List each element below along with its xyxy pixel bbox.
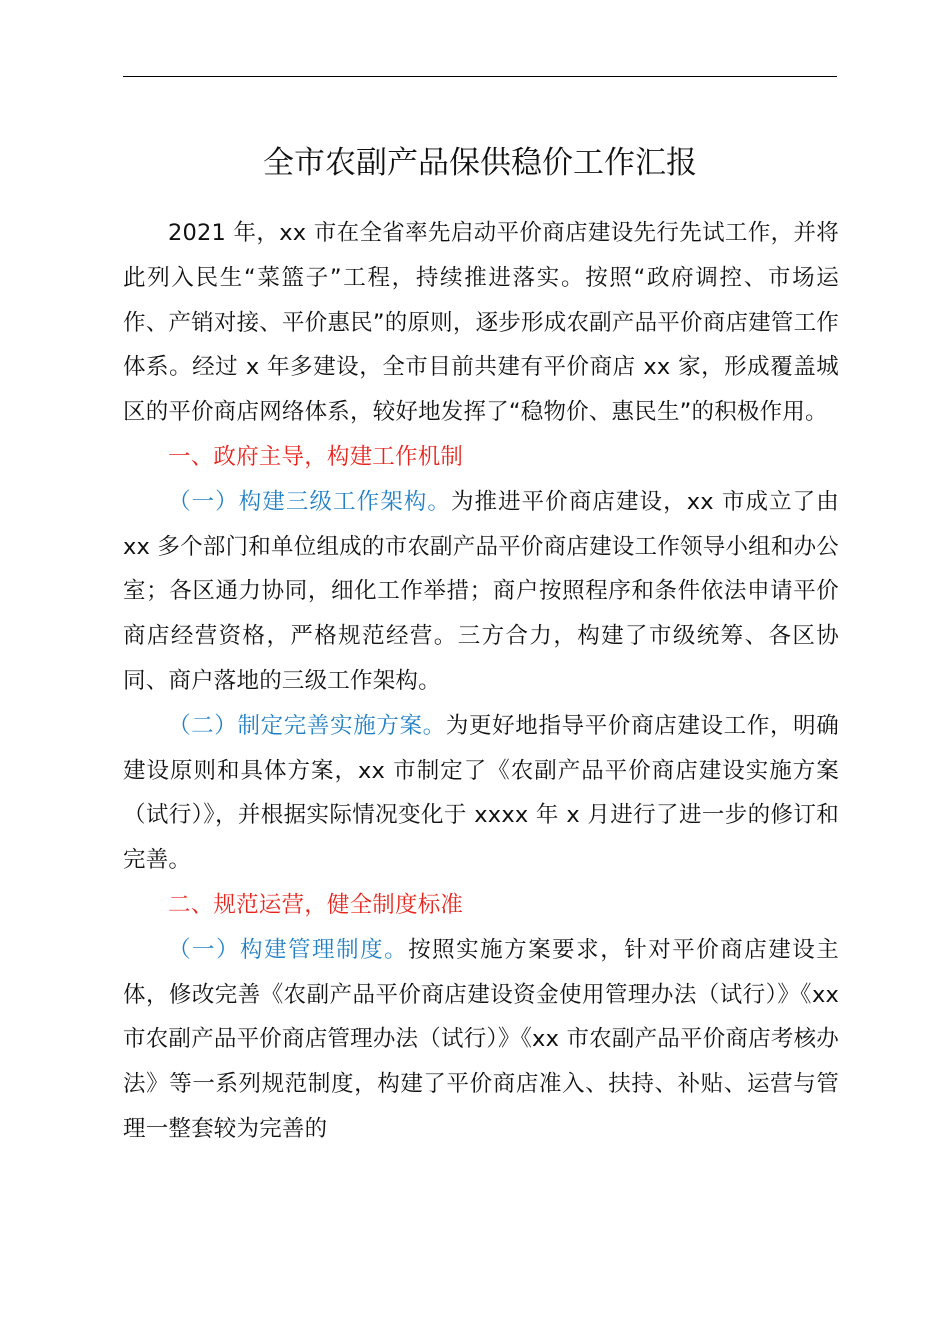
item-lead: （一）构建管理制度。 (168, 936, 409, 963)
item-text: 为更好地指导平价商店建设工作，明确建设原则和具体方案，xx 市制定了《农副产品平价商店建设实施方案（试行）》，并根据实际情况变化于 xxxx 年 x 月进行了进一步的修订和完善。 (123, 712, 839, 874)
header-rule (123, 76, 837, 77)
section-2-item-1 (123, 928, 839, 1152)
item-lead: （一）构建三级工作架构。 (168, 488, 451, 515)
item-lead: （二）制定完善实施方案。 (168, 712, 446, 739)
document-body (123, 211, 839, 1152)
section-heading-2: 二、规范运营，健全制度标准 (168, 891, 464, 918)
intro-paragraph: 2021 年，xx 市在全省率先启动平价商店建设先行先试工作，并将此列入民生“菜篮子”工程，持续推进落实。按照“政府调控、市场运作、产销对接、平价惠民”的原则，逐步形成农副产品平价商店建管工作体系。经过 x 年多建设，全市目前共建有平价商店 xx 家，形成覆盖城区的平价商店网络体系，较好地发挥了“稳物价、惠民生”的积极作用。 (123, 220, 839, 426)
section-1-item-1 (123, 480, 839, 704)
section-heading-1: 一、政府主导，构建工作机制 (168, 443, 464, 470)
item-text: 为推进平价商店建设，xx 市成立了由 xx 多个部门和单位组成的市农副产品平价商店建设工作领导小组和办公室；各区通力协同，细化工作举措；商户按照程序和条件依法申请平价商店经营资格，严格规范经营。三方合力，构建了市级统筹、各区协同、商户落地的三级工作架构。 (123, 488, 839, 694)
section-1-item-2 (123, 704, 839, 883)
item-text: 按照实施方案要求，针对平价商店建设主体，修改完善《农副产品平价商店建设资金使用管理办法（试行）》《xx 市农副产品平价商店管理办法（试行）》《xx 市农副产品平价商店考核办法》等一系列规范制度，构建了平价商店准入、扶持、补贴、运营与管理一整套较为完善的 (123, 936, 839, 1142)
document-title: 全市农副产品保供稳价工作汇报 (263, 145, 697, 181)
